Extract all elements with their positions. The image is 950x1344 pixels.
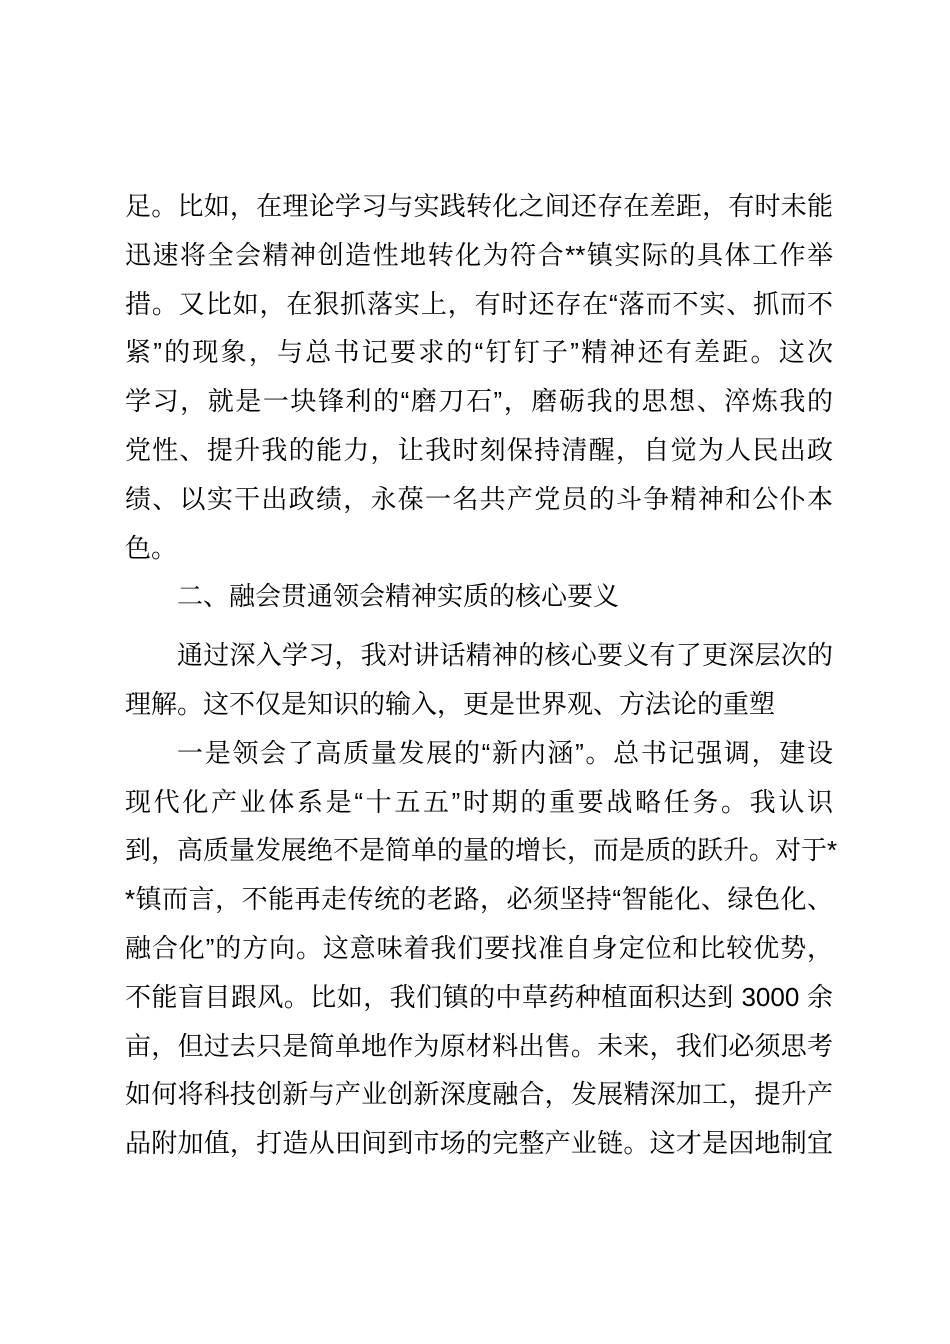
text-line: 如何将科技创新与产业创新深度融合，发展精深加工，提升产 (125, 1079, 833, 1110)
text-line: 迅速将全会精神创造性地转化为符合**镇实际的具体工作举 (125, 239, 833, 270)
text-line: 理解。这不仅是知识的输入，更是世界观、方法论的重塑 (125, 688, 776, 719)
text-line: 足。比如，在理论学习与实践转化之间还存在差距，有时未能 (125, 191, 833, 221)
text-line: 党性、提升我的能力，让我时刻保持清醒，自觉为人民出政 (125, 434, 833, 465)
text-line: *镇而言，不能再走传统的老路，必须坚持“智能化、绿色化、 (125, 884, 833, 915)
text-line: 到，高质量发展绝不是简单的量的增长，而是质的跃升。对于* (125, 835, 838, 866)
text-line: 学习，就是一块锋利的“磨刀石”，磨砺我的思想、淬炼我的 (125, 386, 833, 417)
text-line: 亩，但过去只是简单地作为原材料出售。未来，我们必须思考 (125, 1030, 833, 1061)
text-line: 通过深入学习，我对讲话精神的核心要义有了更深层次的 (177, 640, 833, 671)
text-line: 一是领会了高质量发展的“新内涵”。总书记强调，建设 (177, 737, 833, 768)
text-line: 融合化”的方向。这意味着我们要找准自身定位和比较优势， (125, 932, 833, 963)
document-text-block (125, 182, 838, 1168)
text-line: 不能盲目跟风。比如，我们镇的中草药种植面积达到 3000 余 (125, 981, 833, 1012)
text-line: 色。 (125, 532, 178, 563)
section-heading: 二、融会贯通领会精神实质的核心要义 (177, 581, 620, 612)
text-line: 现代化产业体系是“十五五”时期的重要战略任务。我认识 (125, 786, 833, 817)
text-line: 绩、以实干出政绩，永葆一名共产党员的斗争精神和公仆本 (125, 483, 833, 514)
text-line: 紧”的现象，与总书记要求的“钉钉子”精神还有差距。这次 (125, 337, 833, 368)
text-line: 措。又比如，在狠抓落实上，有时还存在“落而不实、抓而不 (125, 288, 833, 319)
text-line: 品附加值，打造从田间到市场的完整产业链。这才是因地制宜 (125, 1128, 833, 1159)
